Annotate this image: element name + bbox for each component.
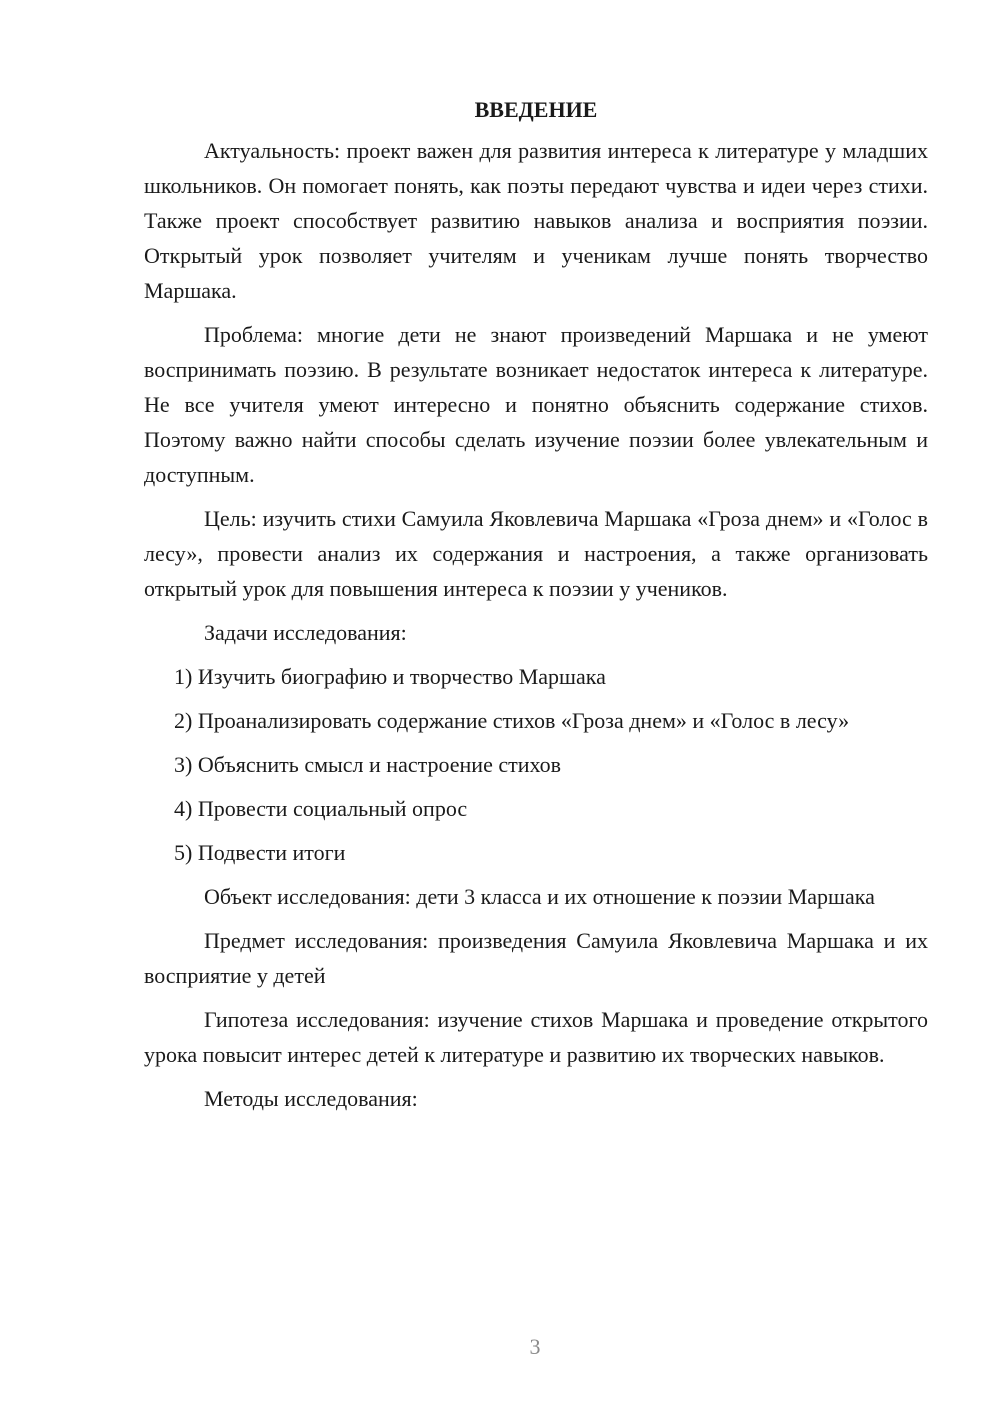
problem-paragraph: Проблема: многие дети не знают произведений Маршака и не умеют воспринимать поэзию. В результате возникает недостаток интереса к литературе. Не все учителя умеют интересно и понятно объяснить содержание стихов. Поэтому важно найти способы сделать изучение поэзии более увлекательным и доступным. [144, 322, 928, 487]
methods-heading: Методы исследования: [204, 1086, 418, 1111]
task-item-4: 4) Провести социальный опрос [174, 796, 468, 821]
task-item-2: 2) Проанализировать содержание стихов «Гроза днем» и «Голос в лесу» [174, 708, 850, 733]
hypothesis-paragraph: Гипотеза исследования: изучение стихов Маршака и проведение открытого урока повысит интерес детей к литературе и развитию их творческих навыков. [144, 1007, 928, 1067]
relevance-paragraph: Актуальность: проект важен для развития интереса к литературе у младших школьников. Он помогает понять, как поэты передают чувства и идеи через стихи. Также проект способствует развитию навыков анализа и восприятия поэзии. Открытый урок позволяет учителям и ученикам лучше понять творчество Маршака. [144, 138, 928, 303]
goal-paragraph: Цель: изучить стихи Самуила Яковлевича Маршака «Гроза днем» и «Голос в лесу», провести анализ их содержания и настроения, а также организовать открытый урок для повышения интереса к поэзии у учеников. [144, 506, 928, 601]
task-item-5: 5) Подвести итоги [174, 840, 346, 865]
task-item-1: 1) Изучить биографию и творчество Маршака [174, 664, 606, 689]
page-number: 3 [529, 1334, 541, 1359]
task-item-3: 3) Объяснить смысл и настроение стихов [174, 752, 562, 777]
object-paragraph: Объект исследования: дети 3 класса и их отношение к поэзии Маршака [204, 884, 875, 909]
document-page [144, 95, 928, 1125]
tasks-heading: Задачи исследования: [204, 620, 407, 645]
subject-paragraph: Предмет исследования: произведения Самуила Яковлевича Маршака и их восприятие у детей [144, 928, 928, 988]
section-title: ВВЕДЕНИЕ [474, 97, 598, 122]
